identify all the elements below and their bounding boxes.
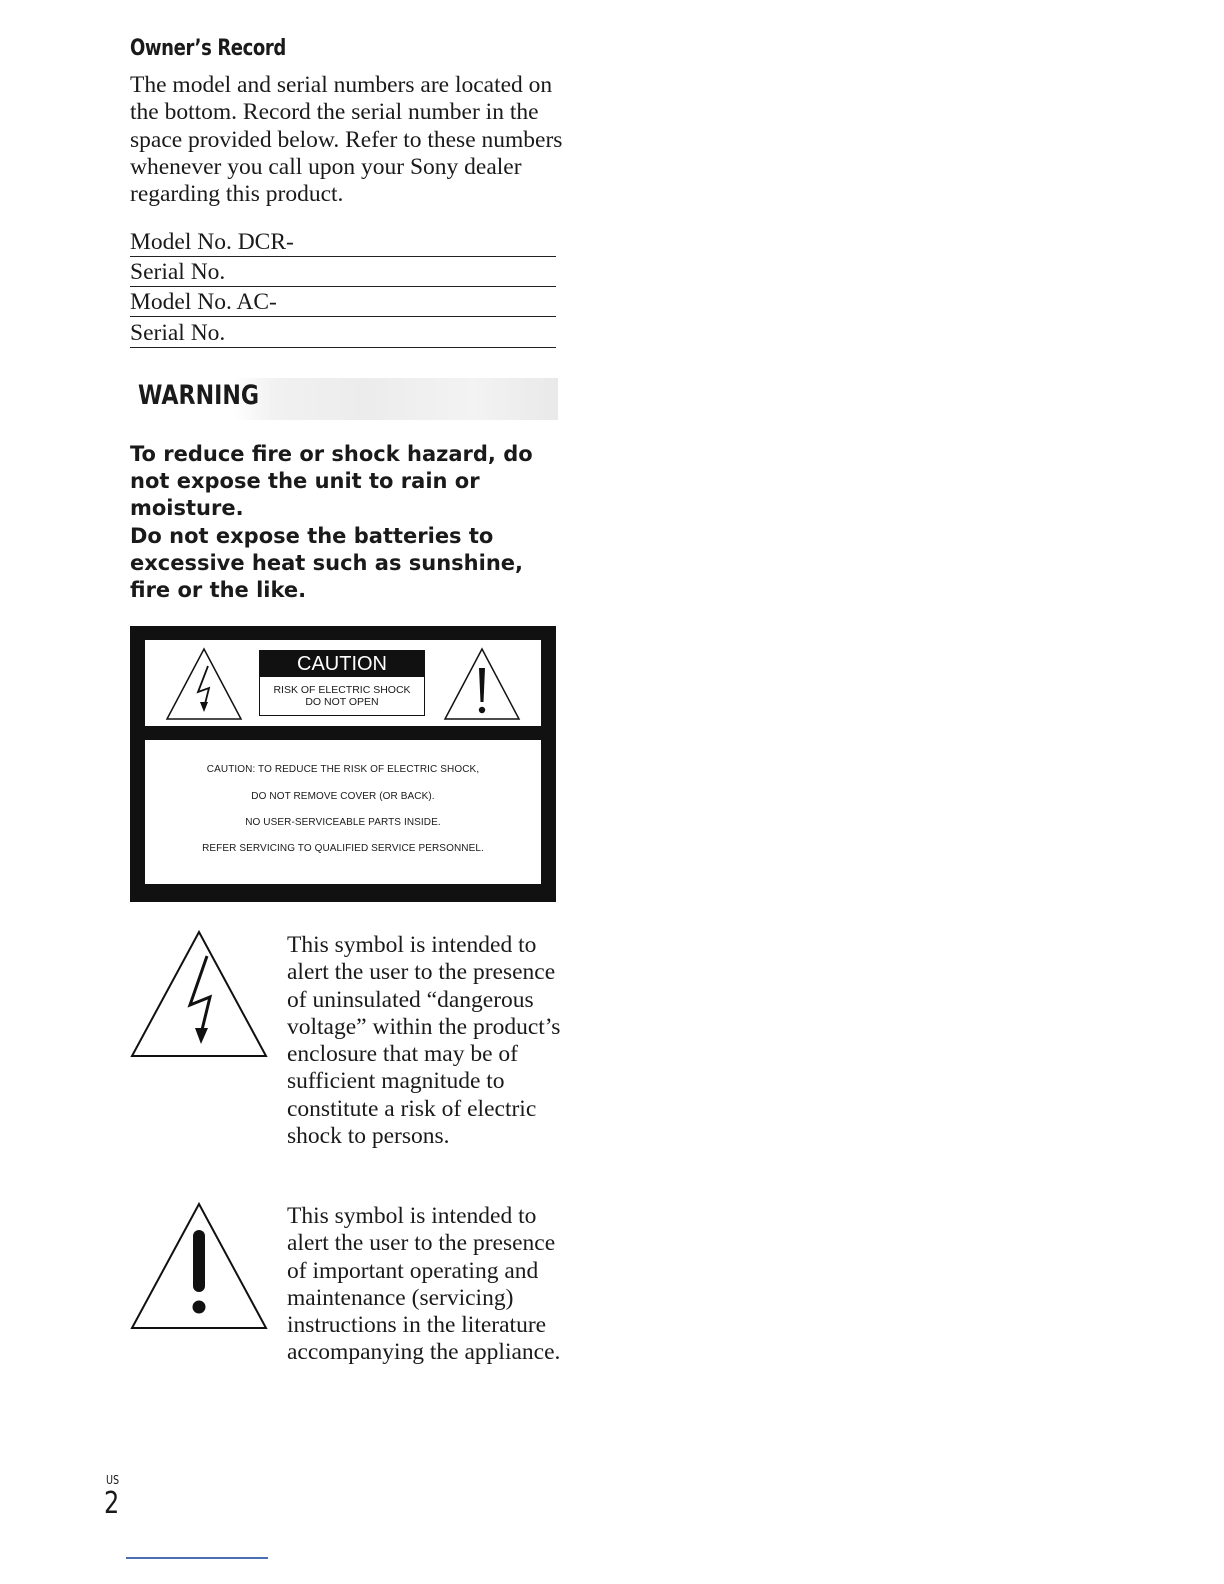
page-number: 2 <box>104 1486 120 1521</box>
exclamation-symbol-description: This symbol is intended to alert the user to the presence of important operating and maintenance (servicing) instructions in the literature accompanying the appliance. <box>287 1203 561 1366</box>
caution-label-bottom-panel <box>145 740 541 884</box>
caution-title: CAUTION <box>260 651 424 677</box>
exclamation-triangle-icon <box>442 646 522 722</box>
caution-line-4: REFER SERVICING TO QUALIFIED SERVICE PERSONNEL. <box>202 843 484 854</box>
model-no-ac-field: Model No. AC- <box>130 287 556 317</box>
owners-record-intro: The model and serial numbers are located on the bottom. Record the serial number in the space provided below. Refer to these numbers whenever you call upon your Sony dealer regarding this product. <box>130 72 563 208</box>
lightning-symbol-description: This symbol is intended to alert the user to the presence of uninsulated “dangerous voltage” within the product’s enclosure that may be of sufficient magnitude to constitute a risk of electric shock to persons. <box>287 932 561 1150</box>
battery-heat-warning: Do not expose the batteries to excessive heat such as sunshine, fire or the like. <box>130 524 523 602</box>
caution-do-not-open-text: DO NOT OPEN <box>305 696 379 708</box>
page-language-code: US <box>106 1473 120 1487</box>
exclamation-triangle-icon <box>130 1202 268 1330</box>
lightning-triangle-icon <box>164 646 244 722</box>
serial-no-field-2: Serial No. <box>130 318 556 348</box>
caution-label <box>130 626 556 902</box>
caution-line-1: CAUTION: TO REDUCE THE RISK OF ELECTRIC SHOCK, <box>206 764 480 775</box>
model-no-dcr-field: Model No. DCR- <box>130 227 556 257</box>
caution-line-2: DO NOT REMOVE COVER (OR BACK). <box>251 791 435 802</box>
caution-line-3: NO USER-SERVICEABLE PARTS INSIDE. <box>245 817 441 828</box>
fire-shock-warning: To reduce fire or shock hazard, do not expose the unit to rain or moisture. <box>130 442 533 520</box>
owners-record-heading: Owner’s Record <box>130 36 286 61</box>
caution-risk-text: RISK OF ELECTRIC SHOCK <box>273 684 411 696</box>
caution-label-top-panel <box>145 640 541 726</box>
footer-rule <box>126 1557 268 1559</box>
caution-box <box>259 650 425 716</box>
warning-heading: WARNING <box>138 380 260 411</box>
serial-no-field-1: Serial No. <box>130 257 556 287</box>
lightning-triangle-icon <box>130 930 268 1058</box>
